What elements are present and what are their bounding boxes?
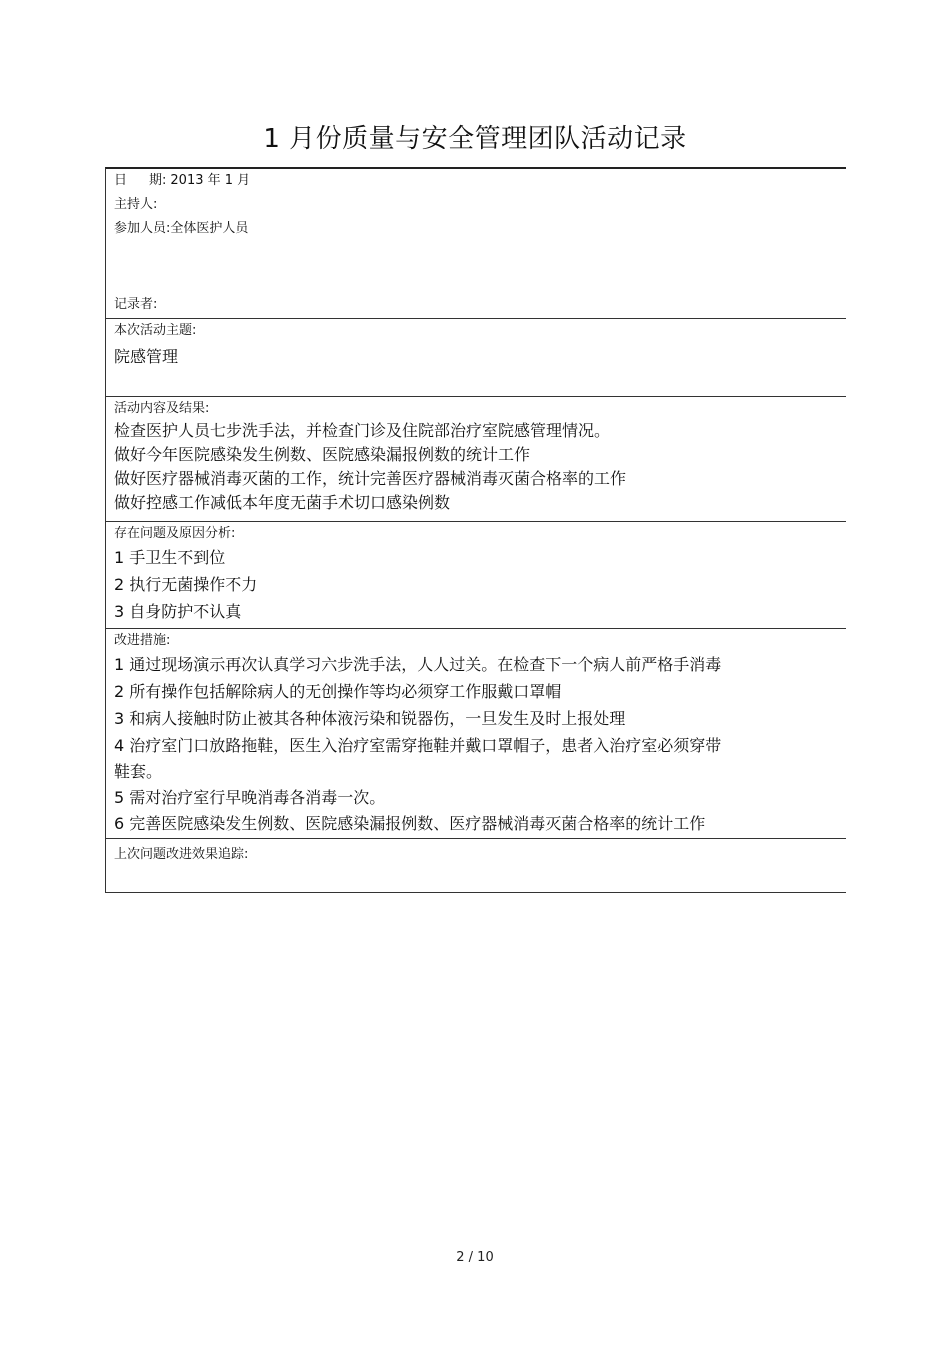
document-title: 1 月份质量与安全管理团队活动记录	[263, 124, 687, 154]
date-value: 2013 年 1 月	[170, 173, 251, 188]
measure-line: 鞋套。	[114, 762, 163, 781]
measure-line: 5 需对治疗室行早晚消毒各消毒一次。	[114, 788, 386, 807]
measure-line: 4 治疗室门口放路拖鞋，医生入治疗室需穿拖鞋并戴口罩帽子，患者入治疗室必须穿带	[114, 736, 722, 755]
problem-line: 3 自身防护不认真	[114, 602, 242, 621]
problem-line: 1 手卫生不到位	[114, 548, 226, 567]
page-number: 2 / 10	[456, 1250, 494, 1265]
followup-section	[106, 839, 846, 892]
content-line: 检查医护人员七步洗手法，并检查门诊及住院部治疗室院感管理情况。	[114, 421, 611, 440]
followup-label: 上次问题改进效果追踪:	[114, 847, 249, 862]
participants-value: 全体医护人员	[170, 221, 249, 236]
participants-row	[114, 217, 846, 241]
measure-line: 3 和病人接触时防止被其各种体液污染和锐器伤，一旦发生及时上报处理	[114, 709, 626, 728]
date-label-char1: 日	[114, 173, 128, 188]
header-section	[106, 169, 846, 319]
participants-label: 参加人员:	[114, 221, 171, 236]
content-line: 做好控感工作减低本年度无菌手术切口感染例数	[114, 493, 451, 512]
theme-section	[106, 319, 846, 397]
date-label-char2: 期:	[149, 173, 167, 188]
measure-line: 6 完善医院感染发生例数、医院感染漏报例数、医疗器械消毒灭菌合格率的统计工作	[114, 814, 706, 833]
recorder-label: 记录者:	[114, 297, 158, 312]
content-line: 做好医疗器械消毒灭菌的工作，统计完善医疗器械消毒灭菌合格率的工作	[114, 469, 627, 488]
date-row	[114, 169, 846, 193]
problems-section	[106, 522, 846, 629]
problem-line: 2 执行无菌操作不力	[114, 575, 258, 594]
theme-label: 本次活动主题:	[114, 323, 197, 338]
content-line: 做好今年医院感染发生例数、医院感染漏报例数的统计工作	[114, 445, 531, 464]
measure-line: 2 所有操作包括解除病人的无创操作等均必须穿工作服戴口罩帽	[114, 682, 562, 701]
content-label: 活动内容及结果:	[114, 401, 210, 416]
measure-line: 1 通过现场演示再次认真学习六步洗手法，人人过关。在检查下一个病人前严格手消毒	[114, 655, 722, 674]
host-label: 主持人:	[114, 197, 158, 212]
measures-label: 改进措施:	[114, 633, 171, 648]
measures-section	[106, 629, 846, 839]
theme-value: 院感管理	[114, 347, 179, 366]
problems-label: 存在问题及原因分析:	[114, 526, 236, 541]
activity-record-table	[105, 167, 846, 893]
content-section	[106, 397, 846, 522]
